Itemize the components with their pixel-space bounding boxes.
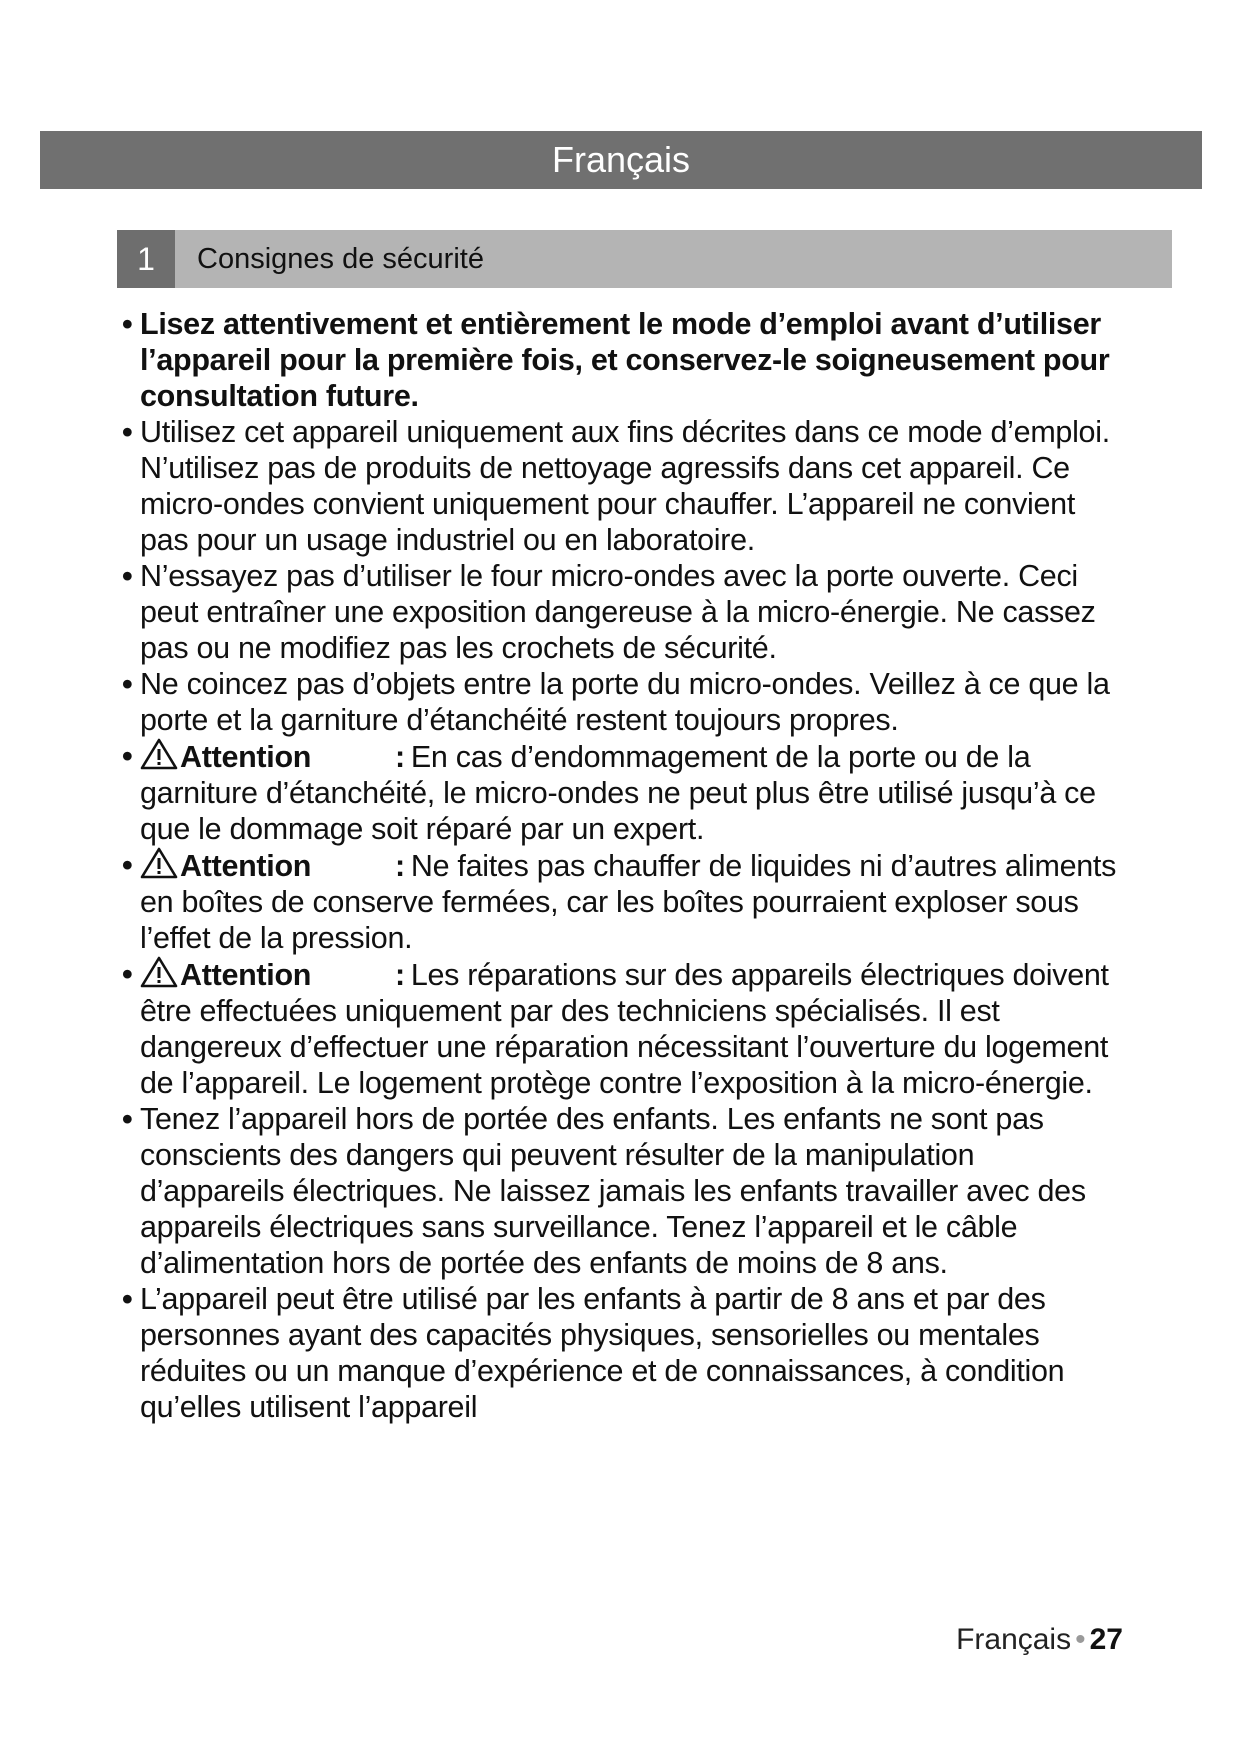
bullet: • (122, 1282, 133, 1316)
attention-colon: : (395, 958, 405, 992)
item-text: Utilisez cet appareil uniquement aux fins décrites dans ce mode d’emploi. N’utilisez pas de produits de nettoyage agressifs dans cet appareil. Ce micro-ondes convient uniquement pour chauffer. L’appareil ne convient pas pour un usage industriel ou en laboratoire. (140, 415, 1110, 557)
item-text: L’appareil peut être utilisé par les enfants à partir de 8 ans et par des personnes ayant des capacités physiques, sensorielles ou mentales réduites ou un manque d’expérience et de connaissances, à condition qu’elles utilisent l’appareil (140, 1282, 1065, 1424)
footer-separator: • (1075, 1623, 1086, 1656)
list-item (120, 1101, 1120, 1281)
warning-triangle-icon (140, 847, 178, 879)
section-number: 1 (117, 230, 175, 288)
list-item (120, 306, 1120, 414)
item-text: Les réparations sur des appareils électriques doivent être effectuées uniquement par des techniciens spécialisés. Il est dangereux d’effectuer une réparation nécessitant l’ouverture du logement de l’appareil. Le logement protège contre l’exposition à la micro-énergie. (140, 958, 1109, 1100)
item-text: Tenez l’appareil hors de portée des enfants. Les enfants ne sont pas conscients des dangers qui peuvent résulter de la manipulation d’appareils électriques. Ne laissez jamais les enfants travailler avec des appareils électriques sans surveillance. Tenez l’appareil et le câble d’alimentation hors de portée des enfants de moins de 8 ans. (140, 1102, 1086, 1280)
warning-item (120, 738, 1120, 847)
language-header (40, 131, 1202, 189)
safety-instructions-list (120, 306, 1120, 1425)
section-title: Consignes de sécurité (197, 243, 484, 275)
item-text: N’essayez pas d’utiliser le four micro-ondes avec la porte ouverte. Ceci peut entraîner une exposition dangereuse à la micro-énergie. Ne cassez pas ou ne modifiez pas les crochets de sécurité. (140, 559, 1096, 665)
bullet: • (122, 667, 133, 701)
bullet: • (122, 1102, 133, 1136)
item-text: Lisez attentivement et entièrement le mode d’emploi avant d’utiliser l’appareil pour la première fois, et conservez-le soigneusement pour consultation future. (140, 307, 1110, 413)
attention-label: Attention (180, 958, 312, 992)
bullet: • (122, 415, 133, 449)
bullet: • (122, 307, 133, 341)
bullet: • (122, 848, 133, 882)
attention-label: Attention (180, 740, 312, 774)
warning-item (120, 956, 1120, 1101)
warning-item (120, 847, 1120, 956)
attention-colon: : (395, 849, 405, 883)
warning-triangle-icon (140, 956, 178, 988)
language-header-label: Français (551, 139, 691, 180)
bullet: • (122, 559, 133, 593)
attention-colon: : (395, 740, 405, 774)
list-item (120, 666, 1120, 738)
item-text: Ne faites pas chauffer de liquides ni d’autres aliments en boîtes de conserve fermées, car les boîtes pourraient exploser sous l’effet de la pression. (140, 849, 1117, 955)
item-text: Ne coincez pas d’objets entre la porte du micro-ondes. Veillez à ce que la porte et la garniture d’étanchéité restent toujours propres. (140, 667, 1110, 737)
bullet: • (122, 957, 133, 991)
page-footer (956, 1622, 1123, 1658)
list-item (120, 558, 1120, 666)
attention-label: Attention (180, 849, 312, 883)
section-header (117, 230, 1172, 288)
warning-triangle-icon (140, 738, 178, 770)
footer-language: Français (956, 1623, 1072, 1656)
list-item (120, 414, 1120, 558)
list-item (120, 1281, 1120, 1425)
item-text: En cas d’endommagement de la porte ou de la garniture d’étanchéité, le micro-ondes ne peut plus être utilisé jusqu’à ce que le dommage soit réparé par un expert. (140, 740, 1096, 846)
bullet: • (122, 739, 133, 773)
page-number: 27 (1089, 1623, 1123, 1656)
